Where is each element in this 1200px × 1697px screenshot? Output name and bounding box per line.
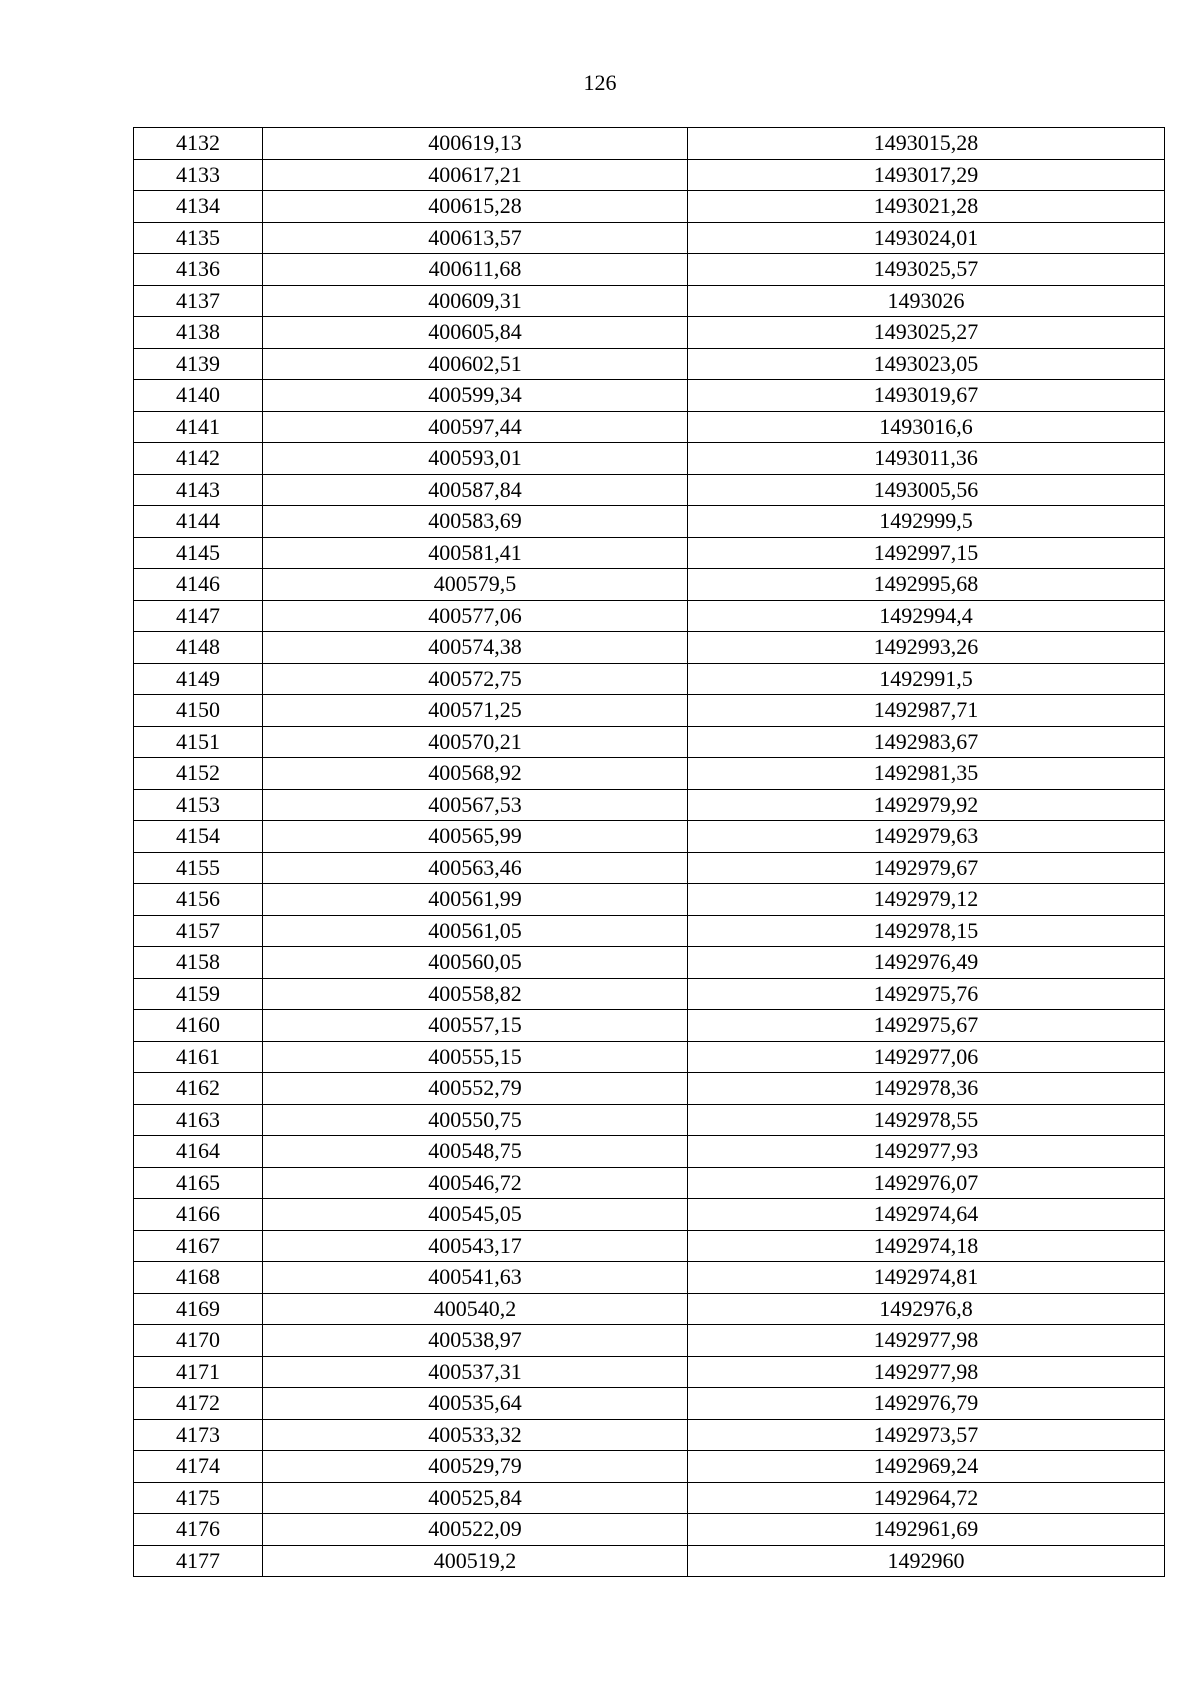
x-coordinate-cell: 400567,53 bbox=[263, 789, 688, 821]
table-row bbox=[134, 821, 1165, 853]
point-number-cell: 4156 bbox=[134, 884, 263, 916]
y-coordinate-cell: 1492969,24 bbox=[688, 1451, 1165, 1483]
table-row bbox=[134, 506, 1165, 538]
table-row bbox=[134, 348, 1165, 380]
x-coordinate-cell: 400561,05 bbox=[263, 915, 688, 947]
y-coordinate-cell: 1492961,69 bbox=[688, 1514, 1165, 1546]
table-row bbox=[134, 380, 1165, 412]
point-number-cell: 4154 bbox=[134, 821, 263, 853]
x-coordinate-cell: 400570,21 bbox=[263, 726, 688, 758]
y-coordinate-cell: 1492977,93 bbox=[688, 1136, 1165, 1168]
table-row bbox=[134, 1514, 1165, 1546]
y-coordinate-cell: 1493025,57 bbox=[688, 254, 1165, 286]
y-coordinate-cell: 1492977,06 bbox=[688, 1041, 1165, 1073]
y-coordinate-cell: 1492973,57 bbox=[688, 1419, 1165, 1451]
point-number-cell: 4148 bbox=[134, 632, 263, 664]
y-coordinate-cell: 1492981,35 bbox=[688, 758, 1165, 790]
y-coordinate-cell: 1492983,67 bbox=[688, 726, 1165, 758]
table-row bbox=[134, 1293, 1165, 1325]
table-row bbox=[134, 915, 1165, 947]
table-row bbox=[134, 695, 1165, 727]
y-coordinate-cell: 1492974,81 bbox=[688, 1262, 1165, 1294]
table-row bbox=[134, 443, 1165, 475]
point-number-cell: 4177 bbox=[134, 1545, 263, 1577]
y-coordinate-cell: 1493011,36 bbox=[688, 443, 1165, 475]
point-number-cell: 4136 bbox=[134, 254, 263, 286]
x-coordinate-cell: 400545,05 bbox=[263, 1199, 688, 1231]
point-number-cell: 4143 bbox=[134, 474, 263, 506]
x-coordinate-cell: 400599,34 bbox=[263, 380, 688, 412]
point-number-cell: 4161 bbox=[134, 1041, 263, 1073]
y-coordinate-cell: 1492976,79 bbox=[688, 1388, 1165, 1420]
point-number-cell: 4151 bbox=[134, 726, 263, 758]
table-row bbox=[134, 852, 1165, 884]
y-coordinate-cell: 1492991,5 bbox=[688, 663, 1165, 695]
table-row bbox=[134, 884, 1165, 916]
point-number-cell: 4160 bbox=[134, 1010, 263, 1042]
x-coordinate-cell: 400525,84 bbox=[263, 1482, 688, 1514]
point-number-cell: 4155 bbox=[134, 852, 263, 884]
y-coordinate-cell: 1492978,15 bbox=[688, 915, 1165, 947]
x-coordinate-cell: 400605,84 bbox=[263, 317, 688, 349]
y-coordinate-cell: 1492975,67 bbox=[688, 1010, 1165, 1042]
x-coordinate-cell: 400579,5 bbox=[263, 569, 688, 601]
point-number-cell: 4145 bbox=[134, 537, 263, 569]
y-coordinate-cell: 1492978,36 bbox=[688, 1073, 1165, 1105]
x-coordinate-cell: 400597,44 bbox=[263, 411, 688, 443]
point-number-cell: 4152 bbox=[134, 758, 263, 790]
point-number-cell: 4173 bbox=[134, 1419, 263, 1451]
point-number-cell: 4147 bbox=[134, 600, 263, 632]
table-row bbox=[134, 1545, 1165, 1577]
table-row bbox=[134, 1451, 1165, 1483]
point-number-cell: 4167 bbox=[134, 1230, 263, 1262]
table-row bbox=[134, 159, 1165, 191]
point-number-cell: 4172 bbox=[134, 1388, 263, 1420]
x-coordinate-cell: 400593,01 bbox=[263, 443, 688, 475]
table-row bbox=[134, 1230, 1165, 1262]
point-number-cell: 4175 bbox=[134, 1482, 263, 1514]
point-number-cell: 4132 bbox=[134, 128, 263, 160]
x-coordinate-cell: 400535,64 bbox=[263, 1388, 688, 1420]
y-coordinate-cell: 1492979,67 bbox=[688, 852, 1165, 884]
table-row bbox=[134, 600, 1165, 632]
y-coordinate-cell: 1492993,26 bbox=[688, 632, 1165, 664]
x-coordinate-cell: 400552,79 bbox=[263, 1073, 688, 1105]
point-number-cell: 4176 bbox=[134, 1514, 263, 1546]
table-row bbox=[134, 474, 1165, 506]
x-coordinate-cell: 400587,84 bbox=[263, 474, 688, 506]
page-number: 126 bbox=[583, 70, 617, 95]
y-coordinate-cell: 1492964,72 bbox=[688, 1482, 1165, 1514]
x-coordinate-cell: 400572,75 bbox=[263, 663, 688, 695]
y-coordinate-cell: 1492960 bbox=[688, 1545, 1165, 1577]
x-coordinate-cell: 400565,99 bbox=[263, 821, 688, 853]
table-row bbox=[134, 1356, 1165, 1388]
coordinates-table-body bbox=[134, 128, 1165, 1577]
point-number-cell: 4140 bbox=[134, 380, 263, 412]
point-number-cell: 4142 bbox=[134, 443, 263, 475]
y-coordinate-cell: 1493015,28 bbox=[688, 128, 1165, 160]
y-coordinate-cell: 1493019,67 bbox=[688, 380, 1165, 412]
point-number-cell: 4141 bbox=[134, 411, 263, 443]
y-coordinate-cell: 1493025,27 bbox=[688, 317, 1165, 349]
table-row bbox=[134, 632, 1165, 664]
x-coordinate-cell: 400533,32 bbox=[263, 1419, 688, 1451]
table-row bbox=[134, 1325, 1165, 1357]
table-row bbox=[134, 789, 1165, 821]
point-number-cell: 4150 bbox=[134, 695, 263, 727]
y-coordinate-cell: 1492979,92 bbox=[688, 789, 1165, 821]
y-coordinate-cell: 1492974,64 bbox=[688, 1199, 1165, 1231]
table-row bbox=[134, 317, 1165, 349]
point-number-cell: 4135 bbox=[134, 222, 263, 254]
x-coordinate-cell: 400577,06 bbox=[263, 600, 688, 632]
y-coordinate-cell: 1492976,8 bbox=[688, 1293, 1165, 1325]
x-coordinate-cell: 400522,09 bbox=[263, 1514, 688, 1546]
x-coordinate-cell: 400529,79 bbox=[263, 1451, 688, 1483]
x-coordinate-cell: 400555,15 bbox=[263, 1041, 688, 1073]
point-number-cell: 4170 bbox=[134, 1325, 263, 1357]
y-coordinate-cell: 1492976,07 bbox=[688, 1167, 1165, 1199]
point-number-cell: 4159 bbox=[134, 978, 263, 1010]
x-coordinate-cell: 400548,75 bbox=[263, 1136, 688, 1168]
x-coordinate-cell: 400550,75 bbox=[263, 1104, 688, 1136]
x-coordinate-cell: 400613,57 bbox=[263, 222, 688, 254]
x-coordinate-cell: 400571,25 bbox=[263, 695, 688, 727]
x-coordinate-cell: 400541,63 bbox=[263, 1262, 688, 1294]
y-coordinate-cell: 1492975,76 bbox=[688, 978, 1165, 1010]
x-coordinate-cell: 400568,92 bbox=[263, 758, 688, 790]
y-coordinate-cell: 1492997,15 bbox=[688, 537, 1165, 569]
y-coordinate-cell: 1492977,98 bbox=[688, 1325, 1165, 1357]
table-row bbox=[134, 978, 1165, 1010]
point-number-cell: 4162 bbox=[134, 1073, 263, 1105]
point-number-cell: 4171 bbox=[134, 1356, 263, 1388]
y-coordinate-cell: 1492995,68 bbox=[688, 569, 1165, 601]
x-coordinate-cell: 400557,15 bbox=[263, 1010, 688, 1042]
x-coordinate-cell: 400558,82 bbox=[263, 978, 688, 1010]
x-coordinate-cell: 400581,41 bbox=[263, 537, 688, 569]
table-row bbox=[134, 1388, 1165, 1420]
table-row bbox=[134, 1419, 1165, 1451]
y-coordinate-cell: 1492987,71 bbox=[688, 695, 1165, 727]
x-coordinate-cell: 400537,31 bbox=[263, 1356, 688, 1388]
point-number-cell: 4146 bbox=[134, 569, 263, 601]
x-coordinate-cell: 400574,38 bbox=[263, 632, 688, 664]
point-number-cell: 4158 bbox=[134, 947, 263, 979]
point-number-cell: 4137 bbox=[134, 285, 263, 317]
x-coordinate-cell: 400561,99 bbox=[263, 884, 688, 916]
table-row bbox=[134, 128, 1165, 160]
x-coordinate-cell: 400619,13 bbox=[263, 128, 688, 160]
table-row bbox=[134, 1010, 1165, 1042]
x-coordinate-cell: 400563,46 bbox=[263, 852, 688, 884]
point-number-cell: 4134 bbox=[134, 191, 263, 223]
y-coordinate-cell: 1493017,29 bbox=[688, 159, 1165, 191]
point-number-cell: 4153 bbox=[134, 789, 263, 821]
y-coordinate-cell: 1493005,56 bbox=[688, 474, 1165, 506]
table-row bbox=[134, 726, 1165, 758]
y-coordinate-cell: 1492994,4 bbox=[688, 600, 1165, 632]
point-number-cell: 4165 bbox=[134, 1167, 263, 1199]
x-coordinate-cell: 400560,05 bbox=[263, 947, 688, 979]
x-coordinate-cell: 400609,31 bbox=[263, 285, 688, 317]
x-coordinate-cell: 400543,17 bbox=[263, 1230, 688, 1262]
x-coordinate-cell: 400546,72 bbox=[263, 1167, 688, 1199]
y-coordinate-cell: 1492979,63 bbox=[688, 821, 1165, 853]
coordinates-table bbox=[133, 127, 1165, 1577]
point-number-cell: 4174 bbox=[134, 1451, 263, 1483]
point-number-cell: 4139 bbox=[134, 348, 263, 380]
table-row bbox=[134, 1167, 1165, 1199]
x-coordinate-cell: 400615,28 bbox=[263, 191, 688, 223]
y-coordinate-cell: 1493024,01 bbox=[688, 222, 1165, 254]
table-row bbox=[134, 1073, 1165, 1105]
point-number-cell: 4157 bbox=[134, 915, 263, 947]
table-row bbox=[134, 663, 1165, 695]
point-number-cell: 4163 bbox=[134, 1104, 263, 1136]
y-coordinate-cell: 1492977,98 bbox=[688, 1356, 1165, 1388]
x-coordinate-cell: 400602,51 bbox=[263, 348, 688, 380]
table-row bbox=[134, 569, 1165, 601]
x-coordinate-cell: 400583,69 bbox=[263, 506, 688, 538]
point-number-cell: 4144 bbox=[134, 506, 263, 538]
table-row bbox=[134, 285, 1165, 317]
y-coordinate-cell: 1493023,05 bbox=[688, 348, 1165, 380]
point-number-cell: 4169 bbox=[134, 1293, 263, 1325]
table-row bbox=[134, 1104, 1165, 1136]
table-row bbox=[134, 1136, 1165, 1168]
table-row bbox=[134, 222, 1165, 254]
x-coordinate-cell: 400519,2 bbox=[263, 1545, 688, 1577]
point-number-cell: 4133 bbox=[134, 159, 263, 191]
x-coordinate-cell: 400617,21 bbox=[263, 159, 688, 191]
point-number-cell: 4149 bbox=[134, 663, 263, 695]
y-coordinate-cell: 1493021,28 bbox=[688, 191, 1165, 223]
table-row bbox=[134, 1482, 1165, 1514]
point-number-cell: 4168 bbox=[134, 1262, 263, 1294]
table-row bbox=[134, 254, 1165, 286]
x-coordinate-cell: 400611,68 bbox=[263, 254, 688, 286]
x-coordinate-cell: 400540,2 bbox=[263, 1293, 688, 1325]
point-number-cell: 4138 bbox=[134, 317, 263, 349]
table-row bbox=[134, 947, 1165, 979]
point-number-cell: 4164 bbox=[134, 1136, 263, 1168]
y-coordinate-cell: 1492976,49 bbox=[688, 947, 1165, 979]
y-coordinate-cell: 1492978,55 bbox=[688, 1104, 1165, 1136]
y-coordinate-cell: 1493026 bbox=[688, 285, 1165, 317]
table-row bbox=[134, 411, 1165, 443]
point-number-cell: 4166 bbox=[134, 1199, 263, 1231]
y-coordinate-cell: 1492999,5 bbox=[688, 506, 1165, 538]
table-row bbox=[134, 537, 1165, 569]
y-coordinate-cell: 1492979,12 bbox=[688, 884, 1165, 916]
table-row bbox=[134, 191, 1165, 223]
y-coordinate-cell: 1492974,18 bbox=[688, 1230, 1165, 1262]
table-row bbox=[134, 1199, 1165, 1231]
table-row bbox=[134, 758, 1165, 790]
y-coordinate-cell: 1493016,6 bbox=[688, 411, 1165, 443]
x-coordinate-cell: 400538,97 bbox=[263, 1325, 688, 1357]
table-row bbox=[134, 1262, 1165, 1294]
table-row bbox=[134, 1041, 1165, 1073]
